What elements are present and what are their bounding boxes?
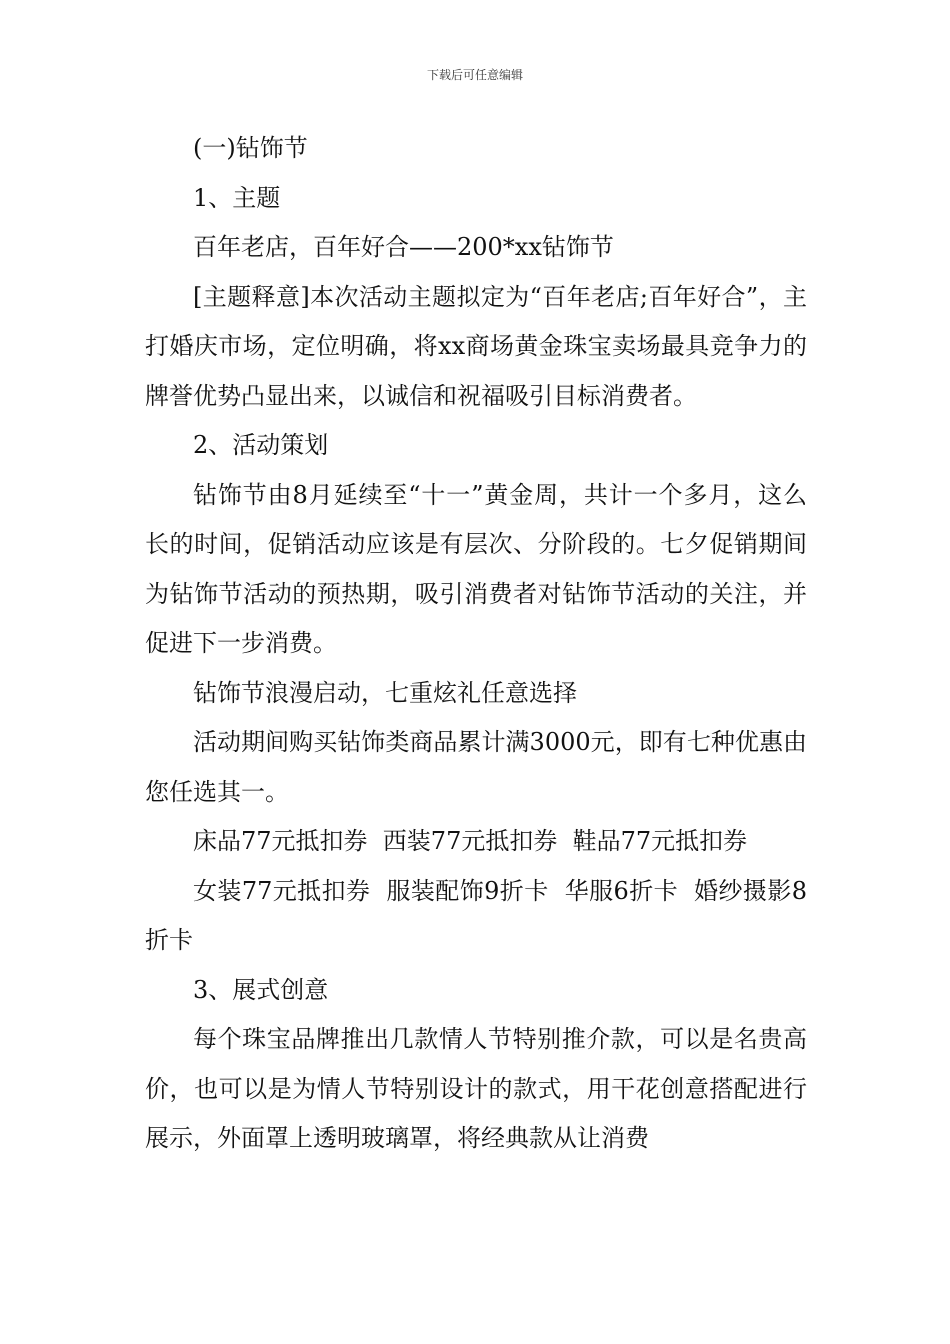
theme-slogan: 百年老店，百年好合——200*xx钻饰节 (193, 233, 614, 261)
promotion-condition-paragraph: 活动期间购买钻饰类商品累计满3000元，即有七种优惠由您任选其一。 (145, 728, 807, 806)
promotion-title: 钻饰节浪漫启动，七重炫礼任意选择 (193, 678, 577, 707)
document-body (145, 124, 807, 1164)
subheading-activity-planning: 2、活动策划 (193, 431, 329, 459)
coupon-options-line-1: 床品77元抵扣券 西装77元抵扣券 鞋品77元抵扣券 (193, 827, 748, 855)
theme-explanation-paragraph: [主题释意]本次活动主题拟定为“百年老店;百年好合”，主打婚庆市场，定位明确，将xx商场黄金珠宝卖场最具竞争力的牌誉优势凸显出来，以诚信和祝福吸引目标消费者。 (145, 282, 807, 410)
display-creative-paragraph: 每个珠宝品牌推出几款情人节特别推介款，可以是名贵高价，也可以是为情人节特别设计的款式，用干花创意搭配进行展示，外面罩上透明玻璃罩，将经典款从让消费 (145, 1025, 807, 1152)
subheading-display-creative: 3、展式创意 (193, 975, 329, 1004)
coupon-options-line-2: 女装77元抵扣券 服装配饰9折卡 华服6折卡 婚纱摄影8折卡 (145, 876, 807, 954)
subheading-theme: 1、主题 (193, 183, 281, 212)
section-heading-diamond-festival: (一)钻饰节 (193, 134, 308, 162)
activity-planning-paragraph: 钻饰节由8月延续至“十一”黄金周，共计一个多月，这么长的时间，促销活动应该是有层次、分阶段的。七夕促销期间为钻饰节活动的预热期，吸引消费者对钻饰节活动的关注，并促进下一步消费。 (145, 480, 807, 657)
page-header: 下载后可任意编辑 (426, 68, 523, 82)
